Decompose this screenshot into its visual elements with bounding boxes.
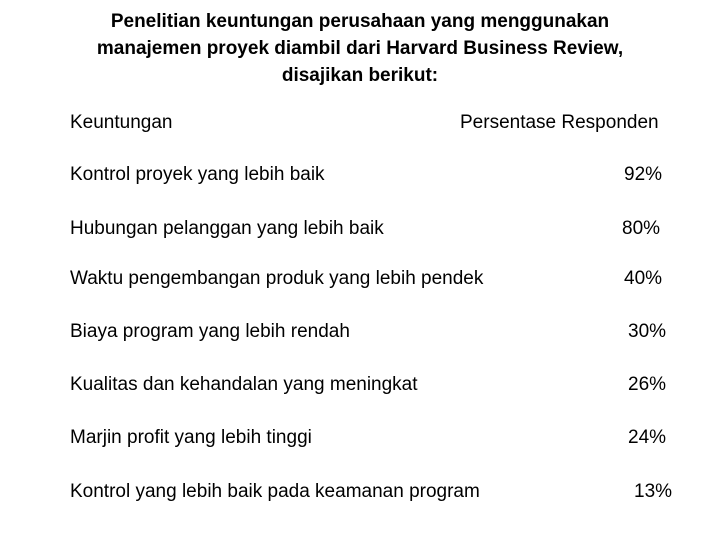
page-title [0,8,720,89]
row-2-benefit: Hubungan pelanggan yang lebih baik [70,218,384,239]
row-6-percent: 24% [628,427,667,448]
row-7-benefit: Kontrol yang lebih baik pada keamanan program [70,481,480,502]
row-1-benefit: Kontrol proyek yang lebih baik [70,164,325,185]
title-line-3: disajikan berikut: [281,65,439,86]
row-3-percent: 40% [624,268,663,289]
column-header-benefit: Keuntungan [70,112,173,133]
row-2-percent: 80% [622,218,661,239]
row-5-percent: 26% [628,374,667,395]
row-1-percent: 92% [624,164,663,185]
title-line-2: manajemen proyek diambil dari Harvard Business Review, [96,38,624,59]
row-3-benefit: Waktu pengembangan produk yang lebih pendek [70,268,484,289]
title-line-1: Penelitian keuntungan perusahaan yang menggunakan [110,11,610,32]
column-header-percent: Persentase Responden [460,112,659,133]
row-5-benefit: Kualitas dan kehandalan yang meningkat [70,374,418,395]
row-4-percent: 30% [628,321,667,342]
row-4-benefit: Biaya program yang lebih rendah [70,321,350,342]
row-7-percent: 13% [634,481,673,502]
row-6-benefit: Marjin profit yang lebih tinggi [70,427,312,448]
